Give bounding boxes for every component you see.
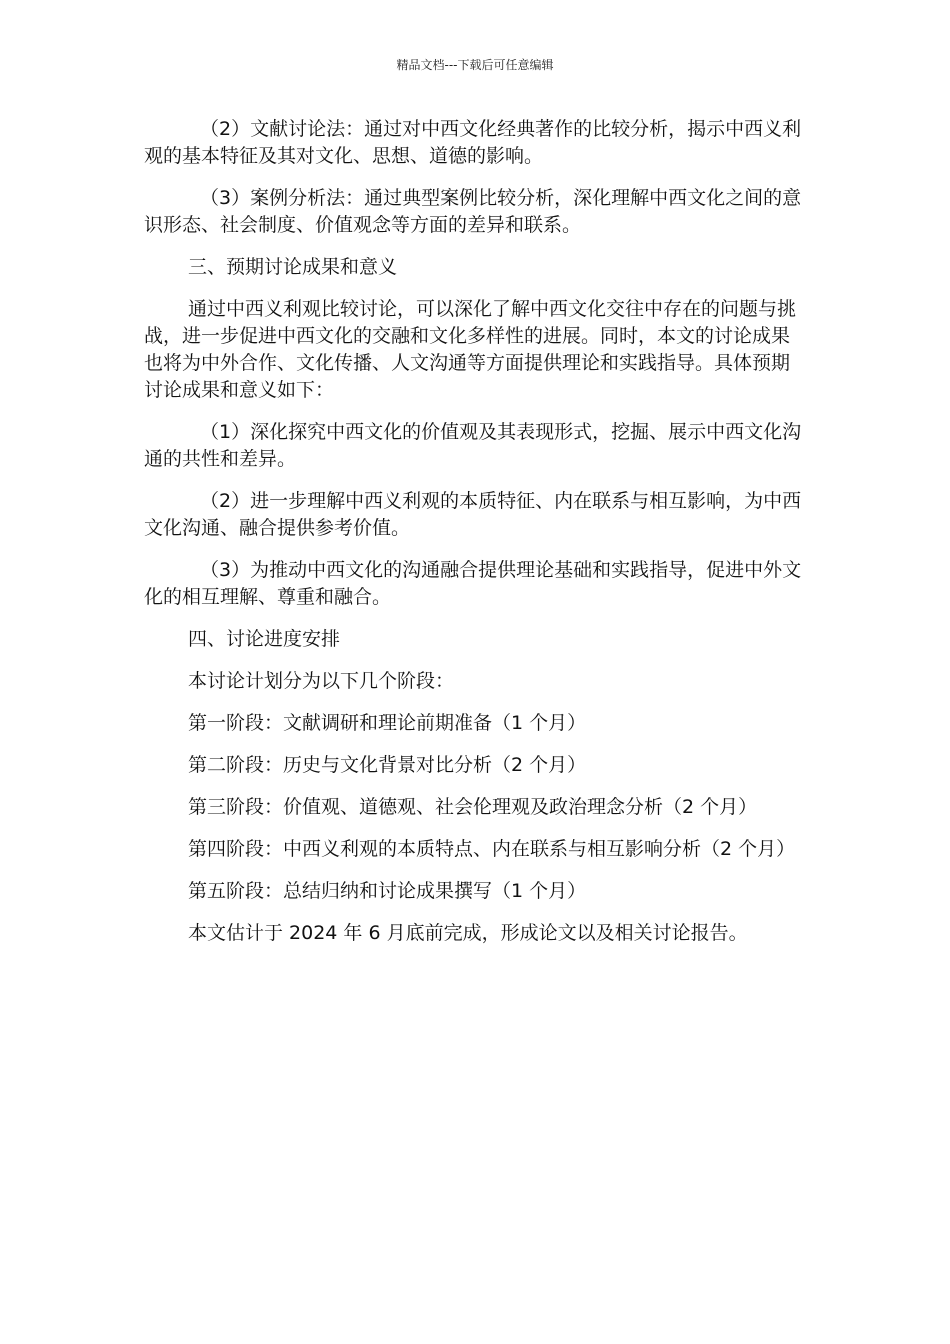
section-heading-expected-results: 三、预期讨论成果和意义 [188,256,398,278]
expected-result-item-3: （3）为推动中西文化的沟通融合提供理论基础和实践指导，促进中外文化的相互理解、尊重和融合。 [144,559,802,608]
section-heading-schedule: 四、讨论进度安排 [188,628,341,650]
expected-result-item-1: （1）深化探究中西文化的价值观及其表现形式，挖掘、展示中西文化沟通的共性和差异。 [144,421,802,470]
page-header: 精品文档---下载后可任意编辑 [396,58,554,72]
schedule-stage-3: 第三阶段：价值观、道德观、社会伦理观及政治理念分析（2 个月） [188,796,758,818]
completion-statement: 本文估计于 2024 年 6 月底前完成，形成论文以及相关讨论报告。 [188,922,748,944]
schedule-stage-5: 第五阶段：总结归纳和讨论成果撰写（1 个月） [188,880,587,902]
document-body [144,116,808,962]
schedule-stage-1: 第一阶段：文献调研和理论前期准备（1 个月） [188,712,587,734]
expected-results-intro: 通过中西义利观比较讨论，可以深化了解中西文化交往中存在的问题与挑战，进一步促进中西文化的交融和文化多样性的进展。同时，本文的讨论成果也将为中外合作、文化传播、人文沟通等方面提供理论和实践指导。具体预期讨论成果和意义如下： [144,298,797,401]
expected-result-item-2: （2）进一步理解中西义利观的本质特征、内在联系与相互影响，为中西文化沟通、融合提供参考价值。 [144,490,802,539]
schedule-stage-2: 第二阶段：历史与文化背景对比分析（2 个月） [188,754,587,776]
schedule-stage-4: 第四阶段：中西义利观的本质特点、内在联系与相互影响分析（2 个月） [188,838,796,860]
method-item-case-analysis: （3）案例分析法：通过典型案例比较分析，深化理解中西文化之间的意识形态、社会制度、价值观念等方面的差异和联系。 [144,187,802,236]
schedule-intro: 本讨论计划分为以下几个阶段： [188,670,455,692]
method-item-literature: （2）文献讨论法：通过对中西文化经典著作的比较分析，揭示中西义利观的基本特征及其对文化、思想、道德的影响。 [144,118,802,167]
